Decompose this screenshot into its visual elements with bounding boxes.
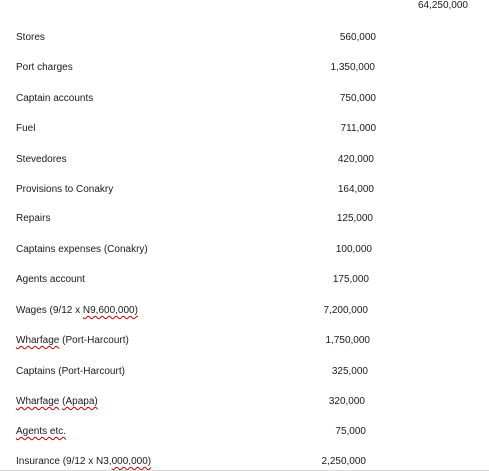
list-item	[0, 456, 489, 470]
list-item	[0, 305, 489, 319]
item-label: Provisions to Conakry	[16, 184, 114, 195]
spellcheck-flagged-text: N9,600,000)	[82, 305, 138, 316]
item-label	[16, 396, 98, 407]
item-label: Stores	[16, 32, 45, 43]
item-label: Port charges	[16, 62, 73, 73]
item-amount: 164,000	[337, 184, 374, 195]
item-amount: 100,000	[335, 244, 372, 255]
item-amount: 1,750,000	[325, 335, 370, 346]
item-label: Wharfage (Port-Harcourt)	[16, 335, 129, 346]
spellcheck-flagged-text: (Apapa)	[62, 396, 98, 407]
list-item	[0, 32, 489, 46]
item-amount: 75,000	[335, 426, 366, 437]
item-amount: 325,000	[331, 366, 368, 377]
item-amount: 420,000	[337, 154, 374, 165]
list-item	[0, 274, 489, 288]
list-item	[0, 335, 489, 349]
item-label: Fuel	[16, 123, 36, 134]
list-item	[0, 366, 489, 380]
item-amount: 750,000	[339, 93, 376, 104]
item-amount: 7,200,000	[323, 305, 368, 316]
item-amount: 2,250,000	[321, 456, 366, 467]
list-item	[0, 123, 489, 137]
spellcheck-flagged-text: Wharfage	[16, 335, 60, 346]
item-label: Captains expenses (Conakry)	[16, 244, 148, 255]
item-amount: 560,000	[339, 32, 376, 43]
list-item	[0, 396, 489, 410]
list-item	[0, 62, 489, 76]
list-item	[0, 184, 489, 198]
item-amount: 1,350,000	[330, 62, 375, 73]
item-label: Captain accounts	[16, 93, 94, 104]
spellcheck-flagged-text: 000,000)	[111, 456, 152, 467]
item-amount: 175,000	[332, 274, 369, 285]
list-item	[0, 154, 489, 168]
spellcheck-flagged-text: Agents etc.	[16, 426, 67, 437]
spellcheck-flagged-text: Wharfage	[16, 396, 60, 407]
item-label: Repairs	[16, 213, 51, 224]
item-label: Stevedores	[16, 154, 67, 165]
list-item	[0, 426, 489, 440]
item-label: Insurance (9/12 x N3,000,000)	[16, 456, 152, 467]
item-label	[16, 426, 66, 437]
list-item	[0, 213, 489, 227]
item-amount: 320,000	[328, 396, 365, 407]
item-label: Agents account	[16, 274, 85, 285]
item-amount: 125,000	[336, 213, 373, 224]
list-item	[0, 244, 489, 258]
brought-forward-total: 64,250,000	[417, 0, 468, 11]
item-label: Wages (9/12 x N9,600,000)	[16, 305, 138, 316]
list-item	[0, 93, 489, 107]
item-amount: 711,000	[340, 123, 376, 134]
item-label: Captains (Port-Harcourt)	[16, 366, 125, 377]
